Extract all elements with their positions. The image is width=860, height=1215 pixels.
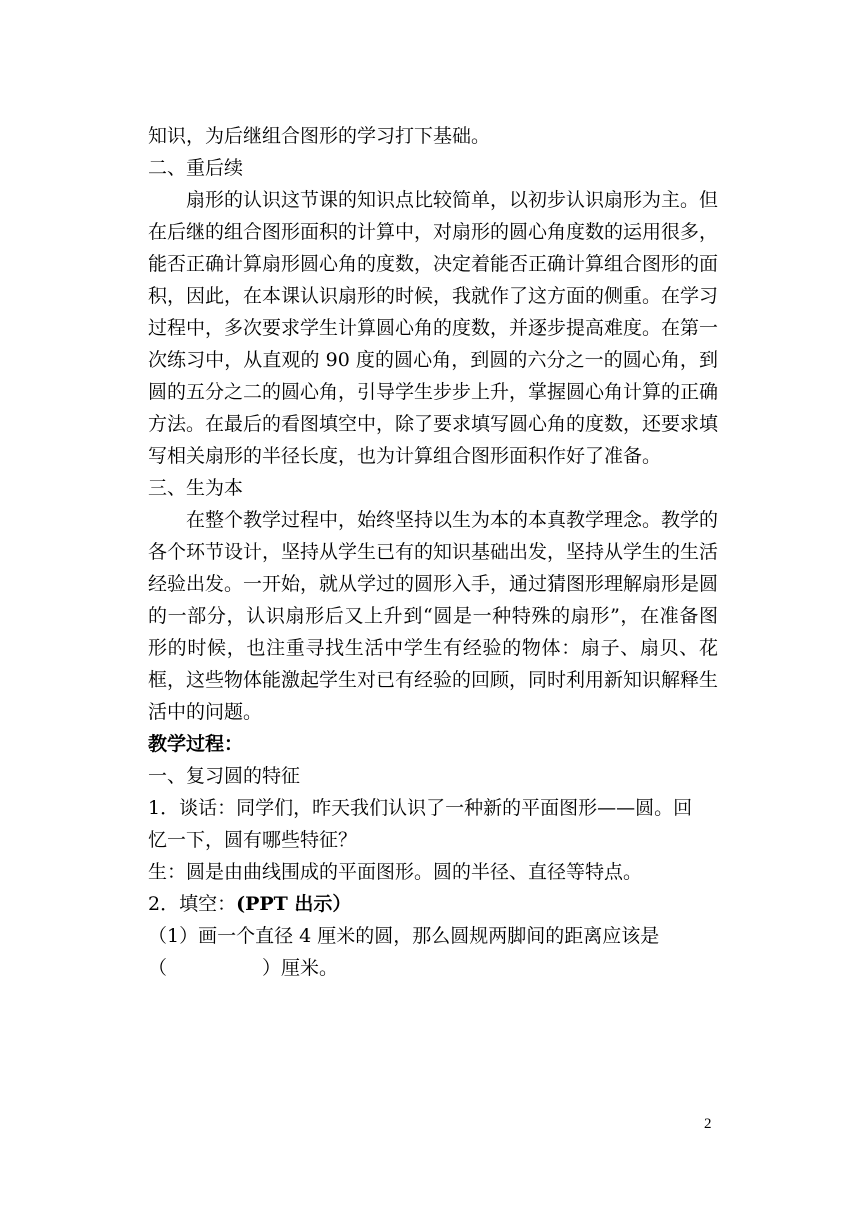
talk-line-1: 1．谈话：同学们，昨天我们认识了一种新的平面图形——圆。回: [148, 797, 693, 819]
section-3-paragraph: 在整个教学过程中，始终坚持以生为本的本真教学理念。教学的各个环节设计，坚持从学生已有的知识基础出发，坚持从学生的生活经验出发。一开始，就从学过的圆形入手，通过猜图形理解扇形是圆的一部分，认识扇形后又上升到“圆是一种特殊的扇形”，在准备图形的时候，也注重寻找生活中学生有经验的物体：扇子、扇贝、花框，这些物体能激起学生对已有经验的回顾，同时利用新知识解释生活中的问题。: [148, 509, 719, 723]
fill-title-ppt: (PPT 出示）: [236, 893, 352, 915]
fill-title: [148, 888, 718, 920]
intro-line: 知识，为后继组合图形的学习打下基础。: [148, 125, 491, 147]
process-title: 教学过程：: [148, 733, 244, 755]
section-heading-3: 三、生为本: [148, 477, 244, 499]
step-1-title: 一、复习圆的特征: [148, 765, 301, 787]
question-1-line-2: （ ）厘米。: [148, 957, 339, 979]
question-1-line-1: （1）画一个直径 4 厘米的圆，那么圆规两脚间的距离应该是: [148, 925, 660, 947]
student-answer: 生：圆是由曲线围成的平面图形。圆的半径、直径等特点。: [148, 861, 643, 883]
document-body: [148, 120, 718, 984]
fill-title-prefix: 2．填空：: [148, 893, 237, 915]
section-2-paragraph: 扇形的认识这节课的知识点比较简单，以初步认识扇形为主。但在后继的组合图形面积的计算中，对扇形的圆心角度数的运用很多，能否正确计算扇形圆心角的度数，决定着能否正确计算组合图形的面积，因此，在本课认识扇形的时候，我就作了这方面的侧重。在学习过程中，多次要求学生计算圆心角的度数，并逐步提高难度。在第一次练习中，从直观的 90 度的圆心角，到圆的六分之一的圆心角，到圆的五分之二的圆心角，引导学生步步上升，掌握圆心角计算的正确方法。在最后的看图填空中，除了要求填写圆心角的度数，还要求填写相关扇形的半径长度，也为计算组合图形面积作好了准备。: [148, 189, 719, 467]
page-number: 2: [704, 1116, 712, 1132]
talk-line-2: 忆一下，圆有哪些特征？: [148, 829, 358, 851]
section-heading-2: 二、重后续: [148, 157, 244, 179]
